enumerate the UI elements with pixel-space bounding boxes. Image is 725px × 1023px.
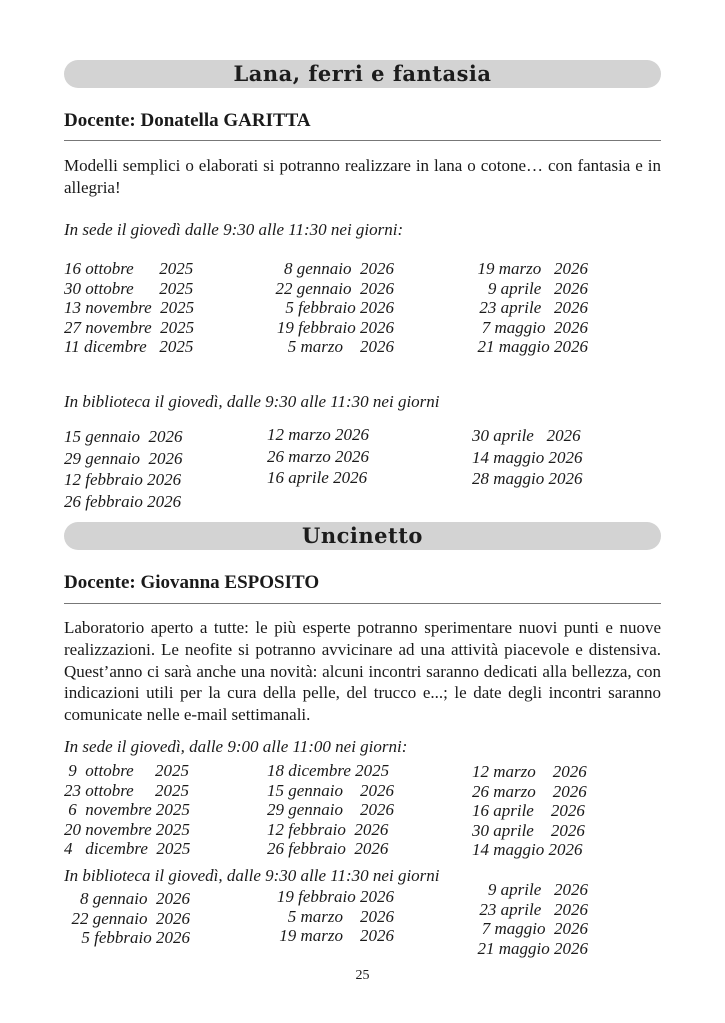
date-item: 13 novembre 2025 [64, 298, 195, 317]
date-item: 21 maggio 2026 [477, 938, 588, 958]
date-item: 7 maggio 2026 [481, 919, 588, 938]
date-item: 30 aprile 2026 [472, 820, 585, 840]
date-item: 28 maggio 2026 [472, 469, 583, 488]
date-item: 12 febbraio 2026 [267, 819, 389, 839]
date-item: 6 novembre 2025 [64, 800, 190, 819]
date-item: 14 maggio 2026 [472, 840, 583, 859]
schedule-heading: In biblioteca il giovedì, dalle 9:30 alle 11:30 nei giorni [64, 392, 440, 411]
date-item: 16 ottobre 2025 [64, 259, 194, 278]
date-item: 16 aprile 2026 [472, 801, 585, 820]
date-item: 16 aprile 2026 [267, 468, 368, 487]
date-column [462, 259, 588, 357]
teacher-name: Docente: Giovanna ESPOSITO [64, 572, 320, 593]
date-item: 12 febbraio 2026 [64, 470, 182, 489]
section-title: Uncinetto [302, 523, 423, 548]
date-item: 9 aprile 2026 [487, 880, 588, 899]
date-item: 5 marzo 2026 [287, 337, 394, 356]
date-column [262, 259, 394, 357]
schedule-heading: In sede il giovedì dalle 9:30 alle 11:30 nei giorni: [64, 220, 404, 239]
divider [64, 603, 661, 604]
date-item: 20 novembre 2025 [64, 819, 190, 839]
date-item: 15 gennaio 2026 [267, 780, 395, 800]
date-column [64, 761, 190, 859]
date-item: 27 novembre 2025 [64, 317, 195, 337]
date-item: 5 febbraio 2026 [285, 298, 394, 317]
date-item: 30 ottobre 2025 [64, 278, 194, 298]
date-item: 12 marzo 2026 [267, 425, 370, 444]
date-item: 9 aprile 2026 [487, 278, 588, 298]
date-column [472, 425, 583, 490]
date-item: 21 maggio 2026 [477, 337, 588, 356]
section-title: Lana, ferri e fantasia [233, 61, 492, 86]
date-item: 23 aprile 2026 [479, 899, 588, 919]
date-column [267, 424, 369, 489]
date-column [64, 889, 190, 948]
date-item: 5 febbraio 2026 [81, 928, 190, 947]
course-description: Modelli semplici o elaborati si potranno realizzare in lana o cotone… con fantasia e in allegria! [64, 156, 661, 197]
date-item: 22 gennaio 2026 [275, 278, 394, 298]
date-item: 8 gennaio 2026 [79, 889, 190, 908]
date-item: 22 gennaio 2026 [71, 908, 190, 928]
date-item: 19 marzo 2026 [279, 926, 394, 945]
date-item: 29 gennaio 2026 [64, 448, 183, 468]
page-number: 25 [355, 968, 370, 983]
date-item: 12 marzo 2026 [472, 762, 587, 781]
date-item: 15 gennaio 2026 [64, 427, 183, 446]
date-item: 23 aprile 2026 [479, 298, 588, 317]
date-item: 19 marzo 2026 [477, 259, 588, 278]
date-column [267, 761, 394, 859]
schedule-heading: In sede il giovedì, dalle 9:00 alle 11:00 nei giorni: [64, 737, 408, 756]
date-column [64, 259, 194, 357]
course-description: Laboratorio aperto a tutte: le più esperte potranno sperimentare nuovi punti e nuove realizzazioni. Le neofite si potranno avvicinare ad una attività piacevole e distensiva. Quest’anno ci sarà anche una novità: alcuni incontri saranno dedicati alla bellezza, con indicazioni utili per la cura della pelle, del trucco e...; le date degli incontri saranno comunicate nelle e-mail settimanali. [64, 618, 661, 725]
date-item: 14 maggio 2026 [472, 447, 583, 467]
date-item: 4 dicembre 2025 [64, 839, 191, 858]
date-item: 5 marzo 2026 [287, 906, 394, 926]
date-item: 9 ottobre 2025 [64, 761, 189, 780]
date-item: 11 dicembre 2025 [64, 337, 194, 356]
date-column [262, 887, 394, 946]
date-item: 30 aprile 2026 [472, 426, 581, 445]
section-title-banner [64, 60, 661, 88]
teacher-name: Docente: Donatella GARITTA [64, 110, 311, 131]
date-item: 8 gennaio 2026 [283, 259, 394, 278]
date-item: 26 febbraio 2026 [64, 491, 182, 511]
date-item: 19 febbraio 2026 [276, 317, 394, 337]
date-item: 26 febbraio 2026 [267, 839, 389, 858]
date-column [472, 762, 587, 860]
date-item: 18 dicembre 2025 [267, 761, 390, 780]
section-title-banner [64, 522, 661, 550]
schedule-heading: In biblioteca il giovedì, dalle 9:30 alle 11:30 nei giorni [64, 866, 440, 885]
divider [64, 140, 661, 141]
date-item: 23 ottobre 2025 [64, 780, 189, 800]
date-column [462, 880, 588, 958]
date-item: 26 marzo 2026 [472, 781, 587, 801]
date-item: 19 febbraio 2026 [276, 887, 394, 906]
date-column [64, 426, 183, 512]
date-item: 7 maggio 2026 [481, 317, 588, 337]
date-item: 26 marzo 2026 [267, 446, 370, 466]
date-item: 29 gennaio 2026 [267, 800, 395, 819]
